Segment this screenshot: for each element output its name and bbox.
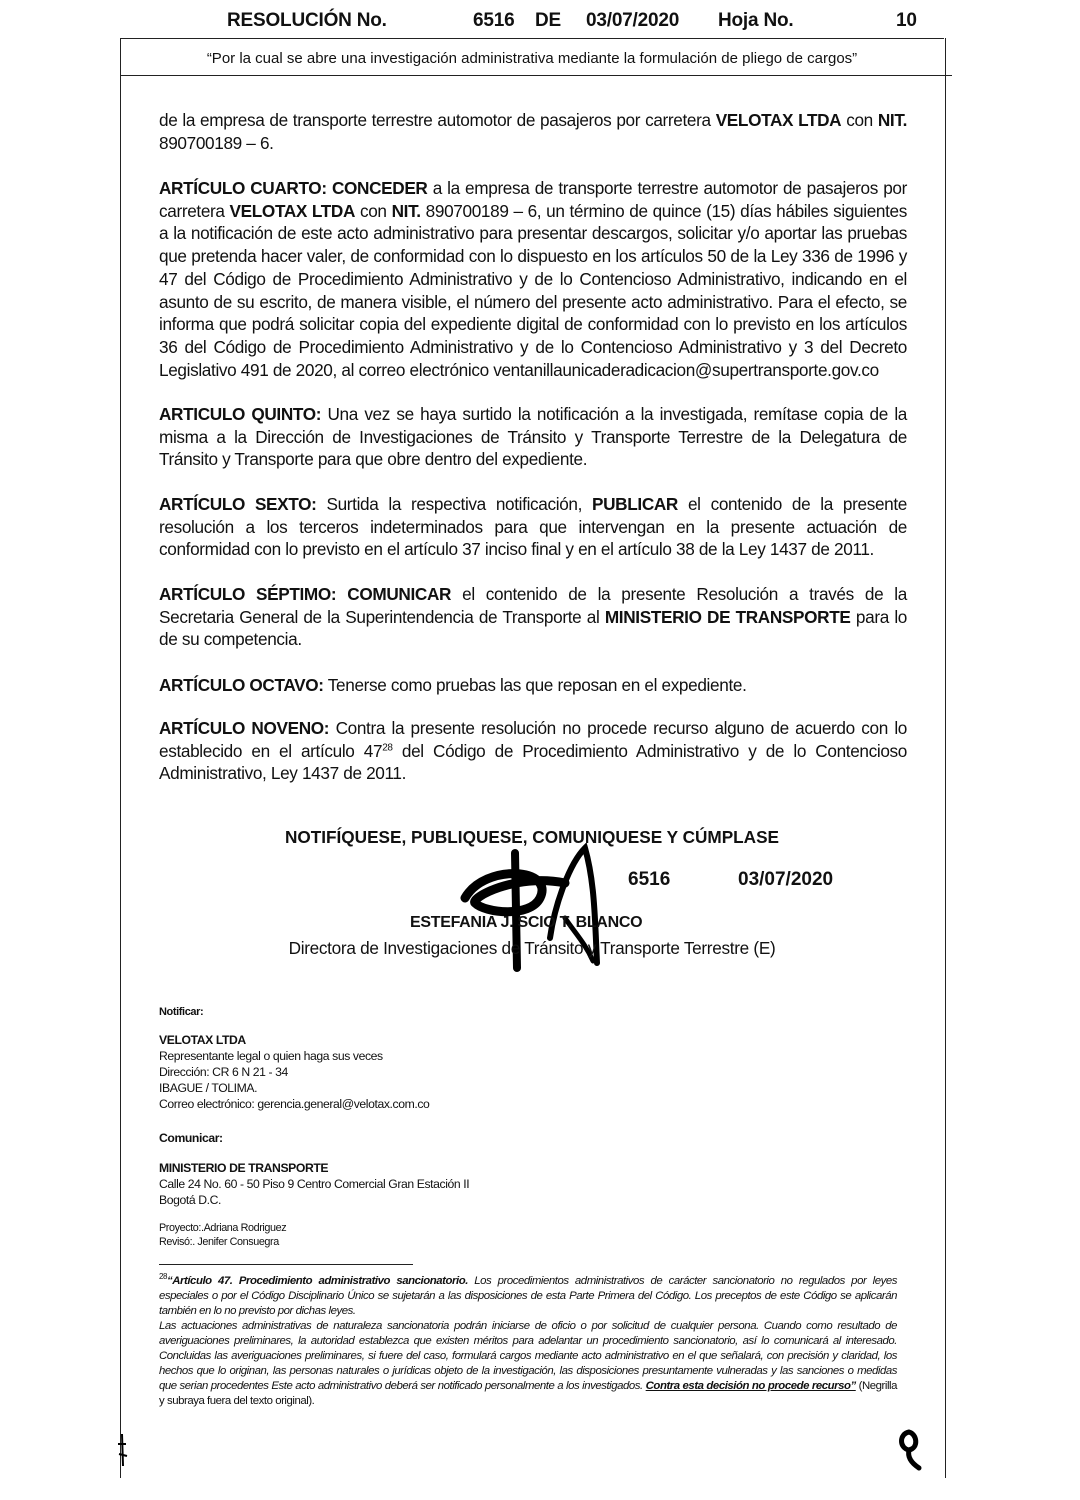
art4-text-2: con	[355, 200, 392, 221]
comunicar-heading: Comunicar:	[159, 1131, 223, 1145]
art4-nit-label: NIT.	[391, 200, 421, 221]
art4-verb: CONCEDER	[331, 178, 428, 198]
document-header	[0, 6, 1080, 36]
footnote-underlined: Contra esta decisión no procede recurso”	[645, 1380, 856, 1392]
art7-text-1: el contenido de la presente Resolución a través de la Secretaria General de la Superintendencia de Transporte al	[159, 584, 907, 627]
credits-block	[159, 1222, 286, 1249]
p0-text-3: 890700189 – 6.	[159, 132, 274, 153]
footnote-title: “Artículo 47. Procedimiento administrativo sancionatorio.	[167, 1275, 468, 1287]
corner-mark-icon	[114, 1430, 134, 1470]
footnote-text	[159, 1274, 897, 1409]
credits-reviso: Revisó:. Jenifer Consuegra	[159, 1235, 279, 1248]
article-septimo	[159, 583, 907, 651]
footnote-paragraph-1: Los procedimientos administrativos de carácter sancionatorio no regulados por leyes especiales o por el Código Disciplinario Único se sujetarán a las disposiciones de esta Parte Primera del Código. Los preceptos de este Código se aplicarán también en lo no previsto por dichas leyes.	[159, 1275, 897, 1317]
closing-date: 03/07/2020	[738, 869, 834, 890]
p0-text-1: de la empresa de transporte terrestre automotor de pasajeros por carretera	[159, 110, 716, 130]
art5-text: Una vez se haya surtido la notificación a la investigada, remítase copia de la misma a la Dirección de Investigaciones de Tránsito y Transporte Terrestre de la Delegatura de Tránsito y Transporte para que obre dentro del expediente.	[159, 404, 907, 470]
art6-text-1: Surtida la respectiva notificación,	[316, 494, 592, 514]
art7-ministry: MINISTERIO DE TRANSPORTE	[604, 606, 851, 627]
notificar-line-1: Representante legal o quien haga sus veces	[159, 1049, 383, 1063]
art9-text-1: Contra la presente resolución no procede recurso alguno de acuerdo con lo establecido en el artículo 47	[159, 718, 907, 761]
footnote-rule	[159, 1264, 413, 1265]
art5-label: ARTICULO QUINTO:	[159, 404, 322, 424]
art4-text-3: 890700189 – 6, un término de quince (15) días hábiles siguientes a la notificación de este acto administrativo para presentar descargos, solicitar y/o aportar las pruebas que pretenda hacer valer, de conformidad con lo dispuesto en los artículos 50 de la Ley 336 de 1996 y 47 del Código de Procedimiento Administrativo y de lo Contencioso Administrativo, indicando en el asunto de su escrito, de manera visible, el número del presente acto administrativo. Para el efecto, se informa que podrá solicitar copia del expediente digital de conformidad con lo previsto en los artículos 36 del Código de Procedimiento Administrativo y de lo Contencioso Administrativo y 3 del Decreto Legislativo 491 de 2020, al correo electrónico ventanillaunicaderadicacion@supertransporte.gov.co	[159, 200, 907, 380]
closing-number: 6516	[628, 869, 671, 890]
art8-label: ARTÍCULO OCTAVO:	[159, 675, 324, 695]
comunicar-line-1: Calle 24 No. 60 - 50 Piso 9 Centro Comercial Gran Estación II	[159, 1177, 470, 1191]
paragraph-continuation	[159, 109, 907, 154]
comunicar-name: MINISTERIO DE TRANSPORTE	[159, 1161, 329, 1175]
p0-nit-label: NIT.	[877, 110, 907, 130]
page-label: Hoja No.	[718, 10, 794, 31]
art9-text-2: del Código de Procedimiento Administrativo y de lo Contencioso Administrativo, Ley 1437 de 2011.	[159, 740, 907, 784]
signer-name: ESTEFANIA J. SCIO T. BLANCO	[410, 914, 643, 931]
article-octavo	[159, 674, 907, 697]
art6-text-2: el contenido de la presente resolución a los terceros indeterminados para que intervengan en la presente actuación de conformidad con lo previsto en el artículo 37 inciso final y en el artículo 38 de la Ley 1437 de 2011.	[159, 494, 907, 560]
art7-label: ARTÍCULO SÉPTIMO:	[159, 584, 337, 604]
article-sexto	[159, 493, 907, 561]
resolution-date: 03/07/2020	[586, 10, 680, 31]
art6-label: ARTÍCULO SEXTO:	[159, 494, 317, 514]
article-quinto	[159, 403, 907, 471]
notificar-line-3: IBAGUE / TOLIMA.	[159, 1081, 258, 1095]
art7-verb: COMUNICAR	[347, 584, 452, 604]
art4-company: VELOTAX LTDA	[229, 200, 356, 221]
art9-label: ARTÍCULO NOVENO:	[159, 718, 330, 738]
art4-label: ARTÍCULO CUARTO:	[159, 178, 327, 198]
closing-formula: NOTIFÍQUESE, PUBLIQUESE, COMUNIQUESE Y CÚMPLASE	[284, 827, 780, 847]
art9-footnote-ref: 28	[382, 741, 393, 753]
resolution-number: 6516	[473, 10, 515, 31]
resolution-de-label: DE	[535, 10, 561, 31]
article-cuarto	[159, 177, 907, 381]
notificar-line-4: Correo electrónico: gerencia.general@velotax.com.co	[159, 1097, 430, 1111]
document-subtitle: “Por la cual se abre una investigación administrativa mediante la formulación de pliego de cargos”	[206, 50, 858, 67]
notificar-block	[159, 1032, 429, 1112]
signer-role: Directora de Investigaciones de Tránsito y Transporte Terrestre (E)	[288, 938, 776, 958]
p0-company: VELOTAX LTDA	[715, 110, 842, 130]
notificar-name: VELOTAX LTDA	[159, 1033, 246, 1047]
notificar-line-2: Dirección: CR 6 N 21 - 34	[159, 1065, 288, 1079]
initials-mark-icon	[895, 1428, 923, 1472]
footnote-number: 28	[159, 1272, 167, 1282]
credits-proyecto: Proyecto:.Adriana Rodriguez	[159, 1222, 287, 1234]
article-noveno	[159, 717, 907, 785]
art8-text: Tenerse como pruebas las que reposan en el expediente.	[323, 675, 747, 695]
art4-text-1: a la empresa de transporte terrestre automotor de pasajeros por carretera	[159, 178, 907, 221]
art6-verb: PUBLICAR	[592, 494, 678, 514]
resolution-label: RESOLUCIÓN No.	[227, 10, 387, 31]
comunicar-block	[159, 1160, 469, 1208]
page-number: 10	[896, 10, 917, 31]
footnote-paragraph-2: Las actuaciones administrativas de naturaleza sancionatoria podrán iniciarse de oficio o por solicitud de cualquier persona. Cuando como resultado de averiguaciones preliminares, la autoridad establezca que existen méritos para adelantar un procedimiento sancionatorio, así lo comunicará al interesado. Concluidas las averiguaciones preliminares, si fuere del caso, formulará cargos mediante acto administrativo en el que señalará, con precisión y claridad, los hechos que lo originan, las personas naturales o jurídicas objeto de la investigación, las disposiciones presuntamente vulneradas y las sanciones o medidas que serian procedentes Este acto administrativo deberá ser notificado personalmente a los investigados.	[159, 1320, 897, 1392]
p0-text-2: con	[841, 110, 878, 130]
notificar-heading: Notificar:	[159, 1006, 204, 1018]
comunicar-line-2: Bogotá D.C.	[159, 1193, 221, 1207]
footnote-tail: (Negrilla y subraya fuera del texto original).	[159, 1380, 897, 1407]
art7-text-2: para lo de su competencia.	[159, 606, 908, 650]
